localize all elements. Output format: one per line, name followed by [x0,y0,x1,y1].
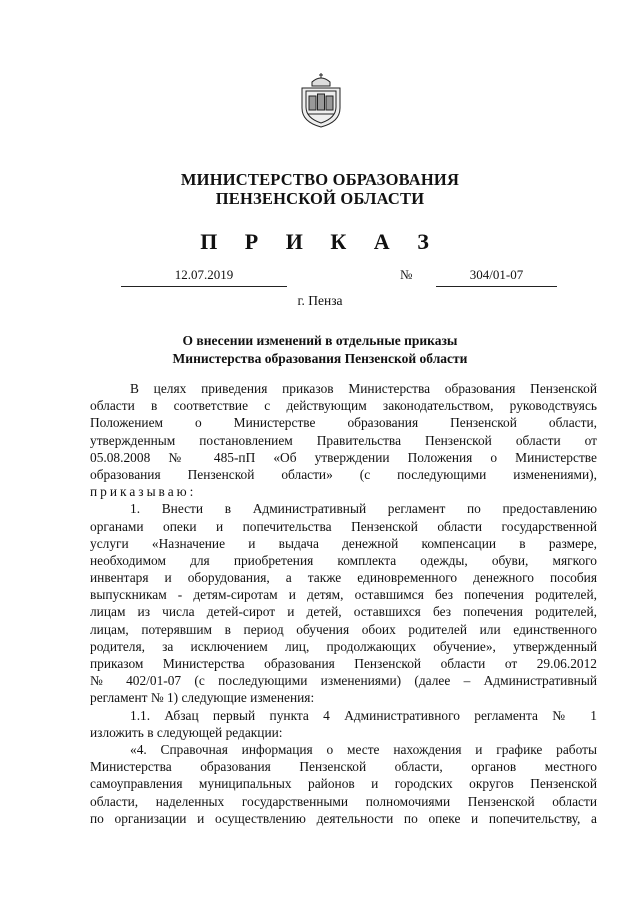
body-line: изложить в следующей редакции: [90,724,283,740]
body-line: регламент № 1) следующие изменения: [90,690,315,706]
city: г. Пенза [297,293,343,308]
order-date: 12.07.2019 [121,267,287,287]
order-subject [0,332,640,368]
body-line: выпускникам - детям-сиротам и детям, оставшимся без попечения родителей, [90,587,597,603]
coat-of-arms-emblem [298,72,344,128]
ministry-name [0,170,640,208]
body-line: самоуправления муниципальных районов и городских округов Пензенской [90,776,597,792]
body-line: 05.08.2008 № 485-пП «Об утверждении Положения о Министерстве [90,449,597,465]
subject-line-2: Министерства образования Пензенской области [172,351,468,366]
body-line: лицам, потерявшим в период обучения обоих родителей или единственного [90,621,597,637]
body-line: образования Пензенской области» (с последующими изменениями), [90,466,597,482]
body-line: Положением о Министерстве образования Пензенской области, [90,415,597,431]
body-line: инвентаря и оборудования, а также единовременного денежного пособия [90,570,597,586]
body-line: услуги «Назначение и выдача денежной компенсации в размере, [90,535,597,551]
body-line: по организации и осуществлению деятельности по опеке и попечительству, а [90,810,597,826]
body-line: области в соответствие с действующим законодательством, руководствуясь [90,398,597,414]
body-line: области, наделенных государственными полномочиями Пензенской области [90,793,597,809]
body-line: органами опеки и попечительства Пензенской области государственной [90,518,597,534]
body-line: необходимом для приобретения комплекта одежды, обуви, мягкого [90,552,597,568]
body-line: 1.1. Абзац первый пункта 4 Административного регламента № 1 [130,707,597,723]
ministry-line-1: МИНИСТЕРСТВО ОБРАЗОВАНИЯ [180,170,460,189]
body-line: 1. Внести в Административный регламент по предоставлению [130,501,597,517]
body-line: приказываю: [90,484,197,500]
document-type-title: П Р И К А З [200,229,440,254]
body-line: Министерства образования Пензенской области, органов местного [90,759,597,775]
body-line: приказом Министерства образования Пензенской области от 29.06.2012 [90,656,597,671]
body-line: № 402/01-07 (с последующими изменениями) (далее – Административный [90,673,597,689]
subject-line-1: О внесении изменений в отдельные приказы [182,333,458,348]
body-line: «4. Справочная информация о месте нахождения и графике работы [130,741,597,757]
body-line: лицам из числа детей-сирот и детей, оставшихся без попечения родителей, [90,604,597,620]
order-number: 304/01-07 [436,267,557,287]
number-sign: № [400,267,413,282]
body-line: утвержденным постановлением Правительства Пензенской области от [90,432,597,448]
order-body [90,380,597,827]
ministry-line-2: ПЕНЗЕНСКОЙ ОБЛАСТИ [215,189,425,208]
body-line: родителя, за исключением лиц, продолжающих обучение», утвержденный [90,638,597,654]
body-line: В целях приведения приказов Министерства образования Пензенской [130,381,597,396]
